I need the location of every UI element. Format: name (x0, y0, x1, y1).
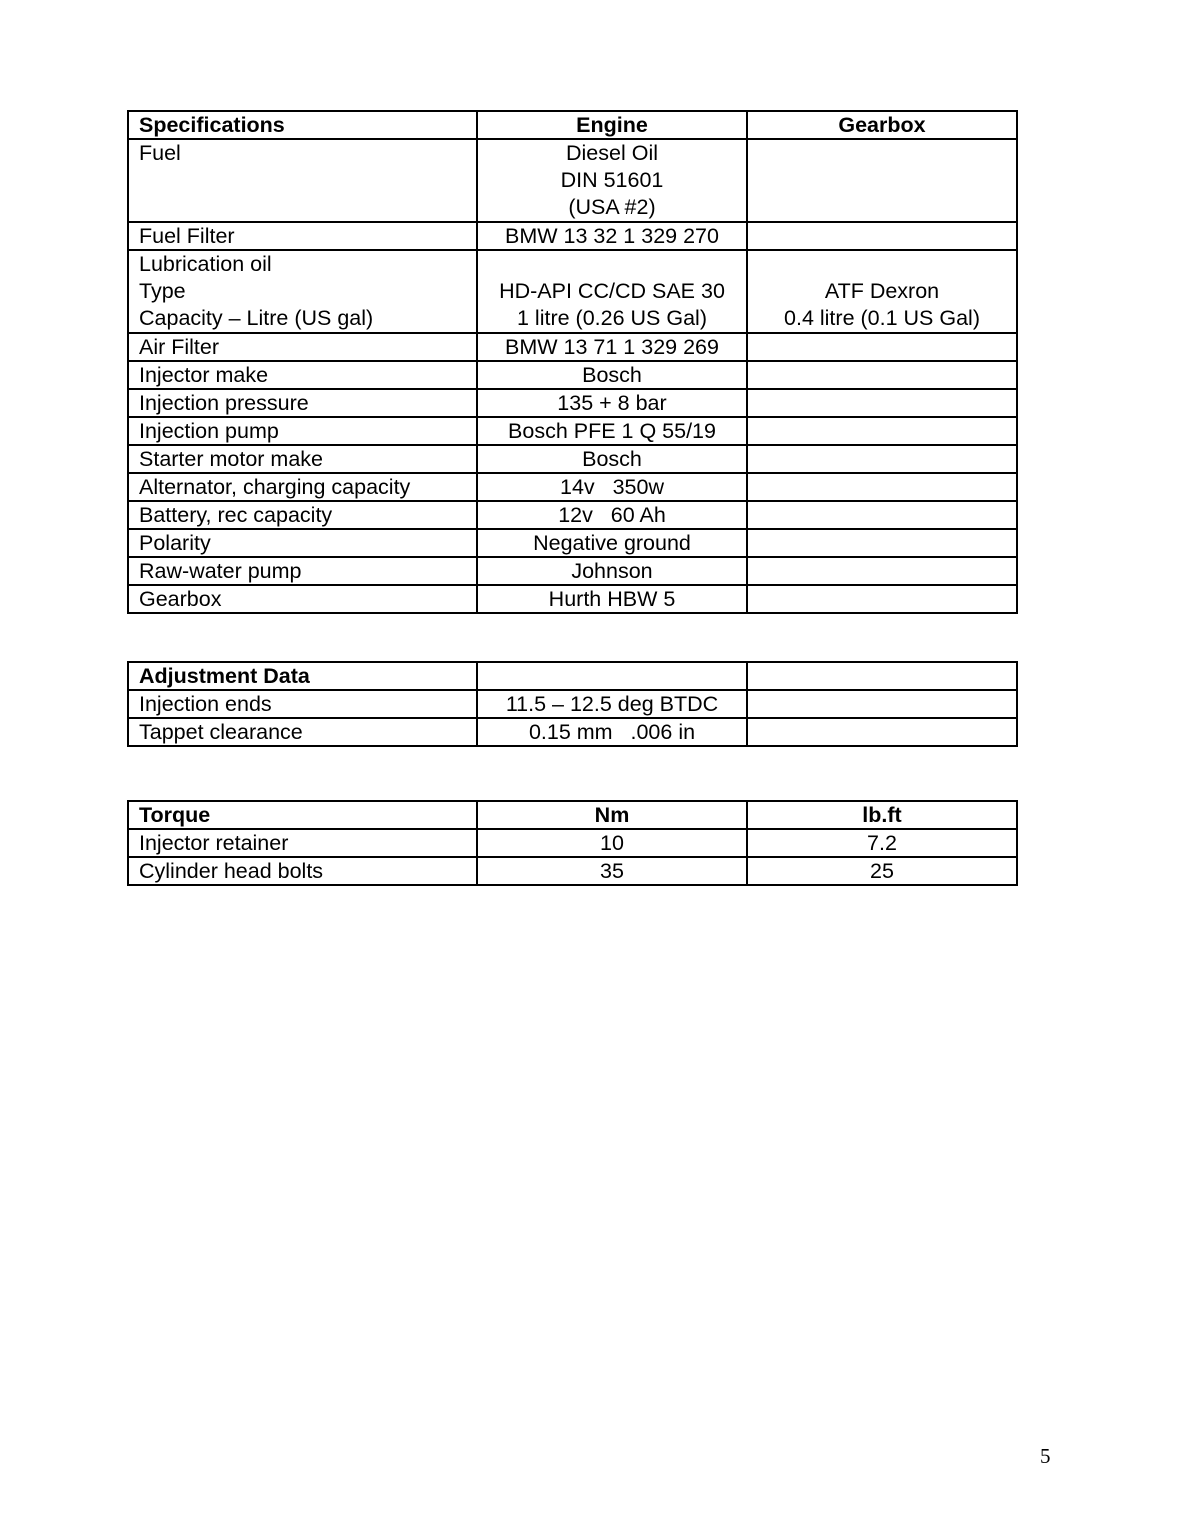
engine-value-line: HD-API CC/CD SAE 30 (499, 279, 725, 303)
gearbox-value-line: 0.4 litre (0.1 US Gal) (784, 306, 980, 330)
table-row-battery (128, 501, 1017, 529)
row-engine-value (477, 139, 747, 222)
row-gearbox-value (747, 333, 1017, 361)
row-engine-value: 12v 60 Ah (477, 501, 747, 529)
table-row-injection-pump (128, 417, 1017, 445)
row-gearbox-value (747, 361, 1017, 389)
row-extra (747, 718, 1017, 746)
header-specifications: Specifications (128, 111, 477, 139)
row-engine-value: BMW 13 32 1 329 270 (477, 222, 747, 250)
row-engine-value: Johnson (477, 557, 747, 585)
row-lbft: 7.2 (747, 829, 1017, 857)
header-engine: Engine (477, 111, 747, 139)
table-row-injection-pressure (128, 389, 1017, 417)
row-label: Injection pressure (128, 389, 477, 417)
label-line: Lubrication oil (139, 252, 272, 276)
adjustment-data-table (127, 661, 1018, 747)
row-engine-value: 135 + 8 bar (477, 389, 747, 417)
row-gearbox-value (747, 417, 1017, 445)
header-empty (747, 662, 1017, 690)
row-label: Battery, rec capacity (128, 501, 477, 529)
row-label: Raw-water pump (128, 557, 477, 585)
engine-value-line: Diesel Oil (566, 141, 658, 165)
gearbox-value-line: ATF Dexron (824, 279, 940, 303)
row-value: 0.15 mm .006 in (477, 718, 747, 746)
label-line: Type (139, 279, 186, 303)
row-label: Cylinder head bolts (128, 857, 477, 885)
gearbox-value-line (758, 251, 1006, 278)
row-label: Fuel (128, 139, 477, 222)
row-label (128, 250, 477, 333)
table-row-tappet-clearance (128, 718, 1017, 746)
row-label: Alternator, charging capacity (128, 473, 477, 501)
row-engine-value: BMW 13 71 1 329 269 (477, 333, 747, 361)
table-row-injector-make (128, 361, 1017, 389)
row-engine-value: 14v 350w (477, 473, 747, 501)
row-label: Fuel Filter (128, 222, 477, 250)
row-label: Gearbox (128, 585, 477, 613)
row-value: 11.5 – 12.5 deg BTDC (477, 690, 747, 718)
table-row-fuel-filter (128, 222, 1017, 250)
row-gearbox-value (747, 529, 1017, 557)
row-engine-value: Negative ground (477, 529, 747, 557)
engine-value-line: DIN 51601 (560, 168, 664, 192)
table-header-row (128, 801, 1017, 829)
table-row-raw-water-pump (128, 557, 1017, 585)
header-nm: Nm (477, 801, 747, 829)
row-gearbox-value (747, 139, 1017, 222)
table-row-air-filter (128, 333, 1017, 361)
row-gearbox-value (747, 473, 1017, 501)
row-gearbox-value (747, 222, 1017, 250)
row-lbft: 25 (747, 857, 1017, 885)
table-row-alternator (128, 473, 1017, 501)
row-label: Tappet clearance (128, 718, 477, 746)
row-gearbox-value (747, 585, 1017, 613)
header-empty (477, 662, 747, 690)
table-row-lubrication-oil (128, 250, 1017, 333)
table-row-fuel (128, 139, 1017, 222)
row-label: Starter motor make (128, 445, 477, 473)
label-line: Capacity – Litre (US gal) (139, 306, 374, 330)
row-label: Air Filter (128, 333, 477, 361)
row-gearbox-value (747, 557, 1017, 585)
header-lbft: lb.ft (747, 801, 1017, 829)
row-engine-value: Bosch PFE 1 Q 55/19 (477, 417, 747, 445)
row-label: Polarity (128, 529, 477, 557)
row-extra (747, 690, 1017, 718)
engine-value-line (488, 251, 736, 278)
row-gearbox-value (747, 389, 1017, 417)
row-label: Injector retainer (128, 829, 477, 857)
row-engine-value: Bosch (477, 445, 747, 473)
engine-value-line: 1 litre (0.26 US Gal) (517, 306, 707, 330)
page-number: 5 (1040, 1444, 1051, 1468)
row-nm: 10 (477, 829, 747, 857)
table-header-row (128, 111, 1017, 139)
row-gearbox-value (747, 445, 1017, 473)
row-label: Injector make (128, 361, 477, 389)
table-row-polarity (128, 529, 1017, 557)
header-adjustment-data: Adjustment Data (128, 662, 477, 690)
table-header-row (128, 662, 1017, 690)
header-torque: Torque (128, 801, 477, 829)
header-gearbox: Gearbox (747, 111, 1017, 139)
engine-value-line: (USA #2) (568, 195, 656, 219)
row-engine-value (477, 250, 747, 333)
row-engine-value: Bosch (477, 361, 747, 389)
table-row-injection-ends (128, 690, 1017, 718)
row-engine-value: Hurth HBW 5 (477, 585, 747, 613)
table-row-gearbox (128, 585, 1017, 613)
table-row-injector-retainer (128, 829, 1017, 857)
row-gearbox-value (747, 250, 1017, 333)
torque-table (127, 800, 1018, 886)
row-label: Injection ends (128, 690, 477, 718)
table-row-cylinder-head-bolts (128, 857, 1017, 885)
row-nm: 35 (477, 857, 747, 885)
row-label: Injection pump (128, 417, 477, 445)
specifications-table (127, 110, 1018, 614)
row-gearbox-value (747, 501, 1017, 529)
table-row-starter-motor-make (128, 445, 1017, 473)
